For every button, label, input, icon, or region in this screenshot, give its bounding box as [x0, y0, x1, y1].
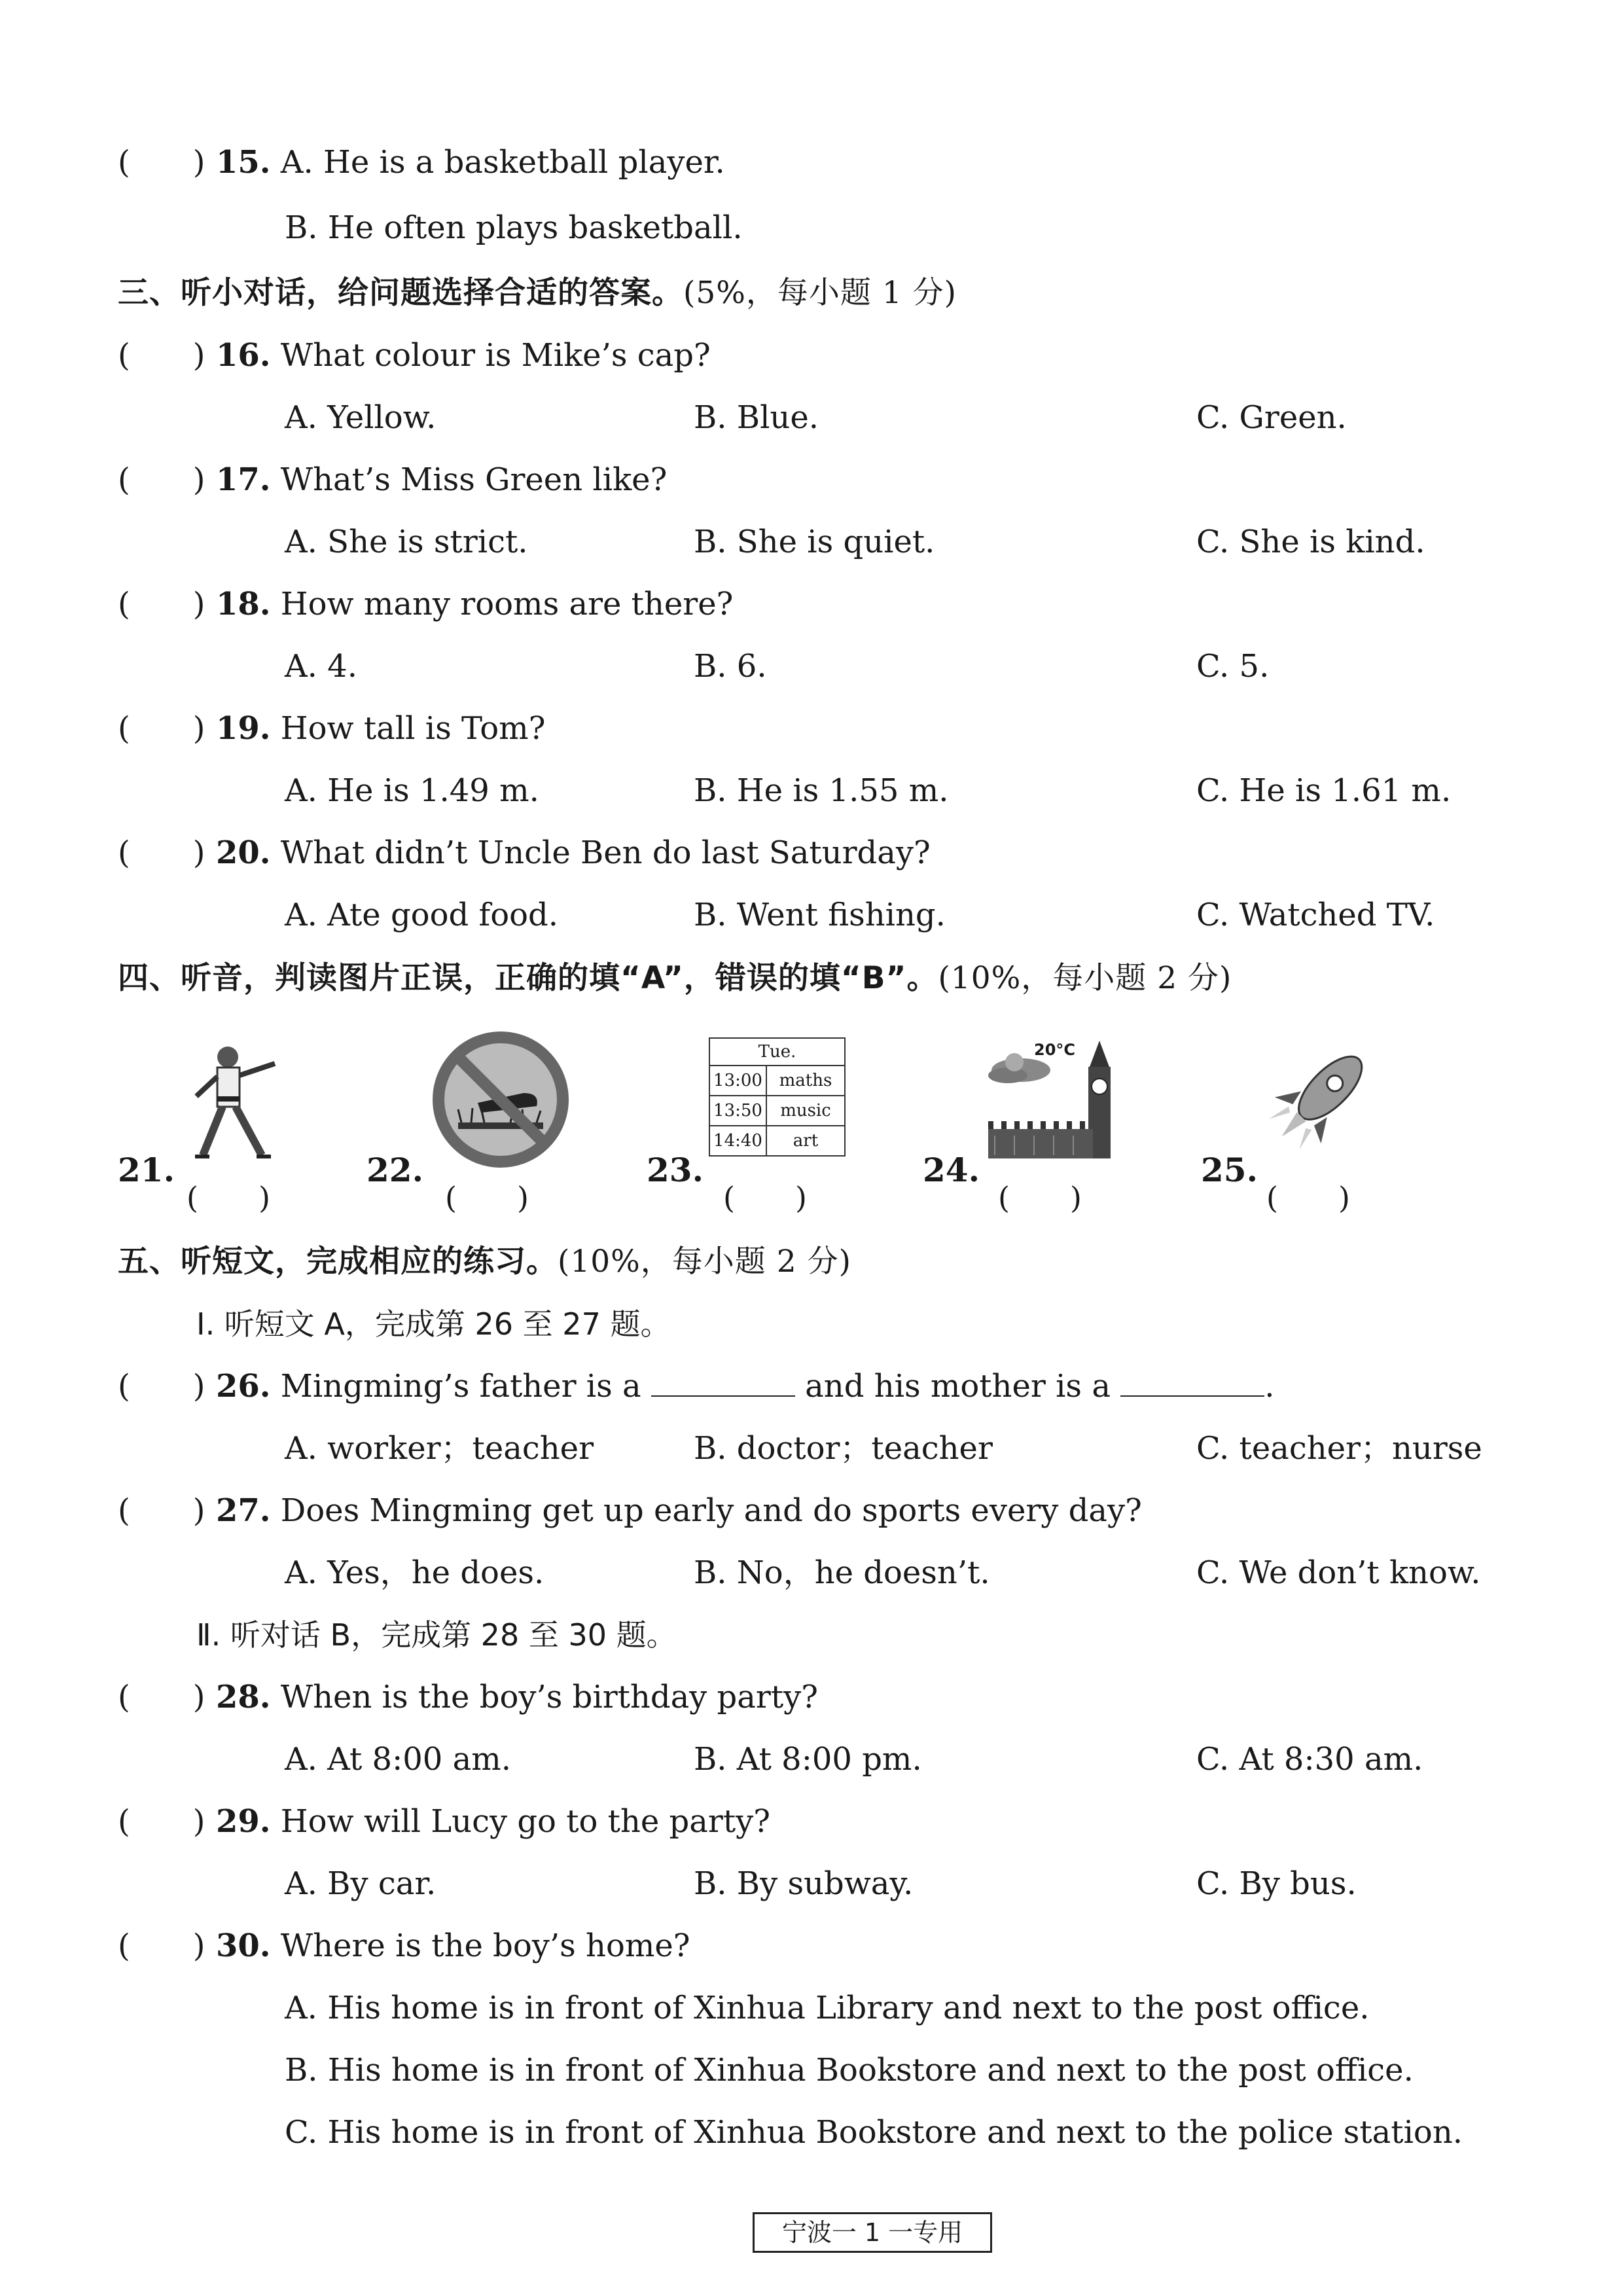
- question-26: [216, 1367, 1274, 1406]
- answer-bracket-21[interactable]: ( ): [187, 1180, 270, 1215]
- label-22: 22.: [366, 1151, 423, 1189]
- option-b: B. At 8:00 pm.: [694, 1741, 922, 1778]
- question-19: [216, 709, 545, 748]
- temperature-label: 20°C: [1034, 1041, 1076, 1059]
- question-28: [216, 1677, 818, 1717]
- option-c: C. 5.: [1196, 648, 1270, 685]
- question-27: [216, 1491, 1142, 1530]
- option-b: B. His home is in front of Xinhua Bookstore and next to the post office.: [285, 2052, 1414, 2089]
- option-b: B. doctor；teacher: [694, 1430, 993, 1467]
- question-15: [216, 143, 725, 182]
- question-number: 17.: [216, 461, 271, 498]
- question-number: 19.: [216, 710, 271, 747]
- part-b-instruction: Ⅱ. 听对话 B，完成第 28 至 30 题。: [196, 1617, 677, 1653]
- question-text: .: [1264, 1368, 1275, 1405]
- answer-bracket-24[interactable]: ( ): [998, 1180, 1082, 1215]
- answer-bracket-27[interactable]: ( ): [118, 1492, 205, 1529]
- option-b: B. He is 1.55 m.: [694, 772, 949, 809]
- question-number: 26.: [216, 1368, 271, 1405]
- option-a: A. He is 1.49 m.: [285, 772, 539, 809]
- answer-bracket-17[interactable]: ( ): [118, 461, 205, 498]
- answer-bracket-25[interactable]: ( ): [1266, 1180, 1350, 1215]
- question-number: 27.: [216, 1492, 271, 1529]
- timetable-row: [710, 1096, 844, 1126]
- option-b: B. 6.: [694, 648, 767, 685]
- question-text: What didn’t Uncle Ben do last Saturday?: [280, 834, 931, 871]
- timetable-day: Tue.: [710, 1039, 844, 1066]
- timetable-time: 13:50: [710, 1096, 767, 1125]
- label-21: 21.: [118, 1151, 175, 1189]
- timetable-time: 14:40: [710, 1126, 767, 1155]
- option-a: A. His home is in front of Xinhua Library and next to the post office.: [285, 1990, 1370, 2026]
- blank-line: [651, 1369, 795, 1397]
- blank-line: [1120, 1369, 1264, 1397]
- answer-bracket-22[interactable]: ( ): [445, 1180, 529, 1215]
- section-5-heading: [118, 1242, 851, 1282]
- question-number: 18.: [216, 586, 271, 622]
- option-a: A. 4.: [285, 648, 357, 685]
- question-number: 28.: [216, 1679, 271, 1715]
- timetable-time: 13:00: [710, 1066, 767, 1095]
- answer-bracket-23[interactable]: ( ): [723, 1180, 807, 1215]
- option-a: A. Ate good food.: [285, 897, 559, 933]
- answer-bracket-16[interactable]: ( ): [118, 337, 205, 374]
- question-text: How will Lucy go to the party?: [280, 1803, 770, 1840]
- option-c: C. We don’t know.: [1196, 1554, 1481, 1591]
- option-b: B. Blue.: [694, 399, 819, 436]
- question-17: [216, 460, 667, 499]
- timetable: [709, 1037, 846, 1157]
- option-a: A. He is a basketball player.: [280, 144, 725, 181]
- question-number: 15.: [216, 144, 271, 181]
- option-c: C. He is 1.61 m.: [1196, 772, 1452, 809]
- section-4-heading: [118, 959, 1232, 998]
- answer-bracket-15[interactable]: ( ): [118, 144, 205, 181]
- option-a: A. Yellow.: [285, 399, 437, 436]
- question-20: [216, 833, 931, 872]
- option-b: B. He often plays basketball.: [285, 209, 743, 246]
- option-a: A. Yes，he does.: [285, 1554, 544, 1591]
- question-30: [216, 1926, 690, 1965]
- timetable-row: [710, 1066, 844, 1096]
- question-number: 16.: [216, 337, 271, 374]
- section-title: 三、听小对话，给问题选择合适的答案。: [118, 275, 683, 311]
- option-c: C. His home is in front of Xinhua Bookstore and next to the police station.: [285, 2114, 1463, 2151]
- big-ben-weather-picture: [982, 1037, 1139, 1162]
- option-c: C. By bus.: [1196, 1865, 1357, 1902]
- karate-boy-picture: [177, 1037, 294, 1168]
- option-c: C. Green.: [1196, 399, 1347, 436]
- option-c: C. teacher；nurse: [1196, 1430, 1482, 1467]
- section-note: (10%，每小题 2 分): [558, 1244, 851, 1280]
- question-text: What’s Miss Green like?: [280, 461, 668, 498]
- question-number: 20.: [216, 834, 271, 871]
- timetable-subject: art: [793, 1131, 819, 1151]
- option-a: A. At 8:00 am.: [285, 1741, 511, 1778]
- question-text: How many rooms are there?: [280, 586, 734, 622]
- question-text: What colour is Mike’s cap?: [280, 337, 711, 374]
- timetable-subject: maths: [779, 1071, 832, 1090]
- answer-bracket-28[interactable]: ( ): [118, 1679, 205, 1715]
- answer-bracket-19[interactable]: ( ): [118, 710, 205, 747]
- option-a: A. worker；teacher: [285, 1430, 594, 1467]
- section-title: 五、听短文，完成相应的练习。: [118, 1244, 558, 1280]
- section-title: 四、听音，判读图片正误，正确的填“A”，错误的填“B”。: [118, 960, 938, 996]
- answer-bracket-30[interactable]: ( ): [118, 1928, 205, 1964]
- label-24: 24.: [923, 1151, 980, 1189]
- option-b: B. By subway.: [694, 1865, 914, 1902]
- question-text: Does Mingming get up early and do sports every day?: [280, 1492, 1142, 1529]
- question-number: 30.: [216, 1928, 271, 1964]
- question-number: 29.: [216, 1803, 271, 1840]
- page-footer: 宁波一 1 一专用: [753, 2212, 992, 2253]
- option-c: C. Watched TV.: [1196, 897, 1435, 933]
- timetable-subject: music: [780, 1101, 831, 1121]
- section-3-heading: [118, 274, 957, 313]
- answer-bracket-18[interactable]: ( ): [118, 586, 205, 622]
- question-18: [216, 584, 733, 624]
- answer-bracket-26[interactable]: ( ): [118, 1368, 205, 1405]
- option-a: A. By car.: [285, 1865, 437, 1902]
- section-note: (5%，每小题 1 分): [683, 275, 957, 311]
- option-c: C. At 8:30 am.: [1196, 1741, 1423, 1778]
- option-b: B. No，he doesn’t.: [694, 1554, 990, 1591]
- option-b: B. She is quiet.: [694, 524, 935, 560]
- question-29: [216, 1802, 770, 1841]
- answer-bracket-29[interactable]: ( ): [118, 1803, 205, 1840]
- option-c: C. She is kind.: [1196, 524, 1425, 560]
- label-25: 25.: [1201, 1151, 1258, 1189]
- timetable-row: [710, 1126, 844, 1155]
- answer-bracket-20[interactable]: ( ): [118, 834, 205, 871]
- question-text: Mingming’s father is a: [280, 1368, 641, 1405]
- option-b: B. Went fishing.: [694, 897, 946, 933]
- rocket-picture: [1257, 1037, 1381, 1162]
- question-text: How tall is Tom?: [280, 710, 546, 747]
- question-16: [216, 336, 711, 375]
- section-note: (10%，每小题 2 分): [938, 960, 1232, 996]
- question-text: and his mother is a: [805, 1368, 1111, 1405]
- no-stepping-on-grass-sign: [432, 1031, 569, 1168]
- part-a-instruction: Ⅰ. 听短文 A，完成第 26 至 27 题。: [196, 1306, 671, 1342]
- question-text: Where is the boy’s home?: [280, 1928, 690, 1964]
- option-a: A. She is strict.: [285, 524, 528, 560]
- label-23: 23.: [647, 1151, 704, 1189]
- question-text: When is the boy’s birthday party?: [280, 1679, 818, 1715]
